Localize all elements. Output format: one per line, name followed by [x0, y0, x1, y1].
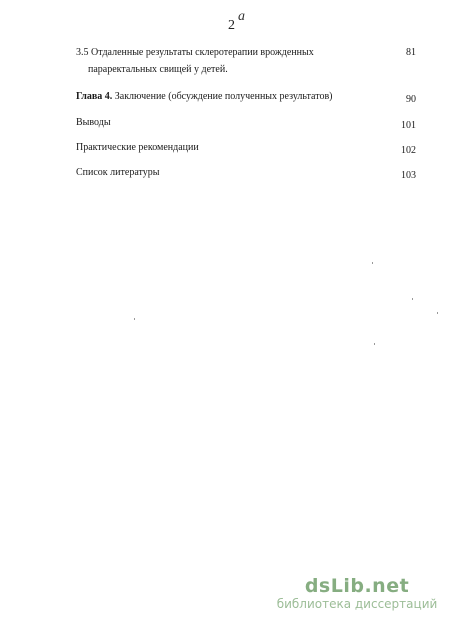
toc-entry-title: [76, 44, 376, 78]
toc-entry-number: 3.5: [76, 47, 89, 58]
toc-entry-3-5: [76, 44, 416, 78]
toc-entry-title-line1: Отдаленные результаты склеротерапии врожденных: [91, 47, 314, 58]
scan-speck: [134, 318, 135, 320]
handwritten-mark: a: [238, 9, 245, 24]
scan-speck: [412, 298, 413, 300]
page-number: [228, 9, 245, 34]
page-number-value: 2: [228, 18, 235, 33]
toc-entry-conclusions: [76, 114, 416, 131]
toc-entry-title: [76, 88, 396, 105]
toc-entry-title: Список литературы: [76, 167, 160, 178]
toc-entry-page: 101: [401, 120, 416, 131]
toc-entry-page: 102: [401, 145, 416, 156]
watermark-logo: dsLib.net: [304, 575, 410, 597]
scan-speck: [372, 262, 373, 264]
toc-entry-title-line2: параректальных свищей у детей.: [88, 64, 228, 75]
scan-speck: [437, 312, 438, 314]
scan-speck: [374, 343, 375, 345]
toc-entry-title: Выводы: [76, 117, 111, 128]
toc-entry-title-text: Заключение (обсуждение полученных результатов): [114, 91, 333, 102]
toc-entry-recommendations: [76, 139, 416, 156]
toc-entry-page: 103: [401, 170, 416, 181]
toc-entry-chapter-label: Глава 4.: [76, 91, 113, 102]
toc-entry-page: 90: [406, 94, 416, 105]
watermark-subtitle: библиотека диссертаций: [276, 597, 438, 611]
toc-entry-title: Практические рекомендации: [76, 142, 199, 153]
toc-entry-references: [76, 164, 416, 181]
toc-entry-page: 81: [406, 47, 416, 58]
toc-entry-chapter-4: [76, 88, 416, 105]
watermark: [268, 575, 446, 611]
